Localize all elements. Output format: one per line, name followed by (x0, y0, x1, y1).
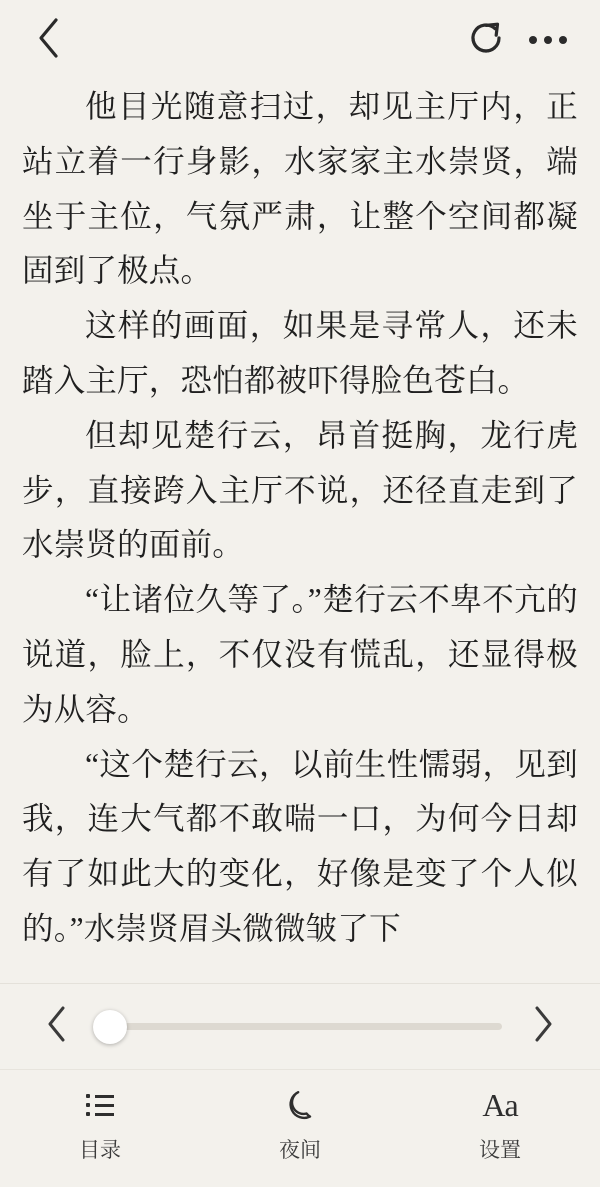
moon-icon (285, 1088, 315, 1122)
slider-thumb[interactable] (93, 1010, 127, 1044)
refresh-button[interactable] (460, 14, 512, 66)
chevron-right-icon (530, 1004, 556, 1049)
list-icon (86, 1088, 114, 1122)
chapter-text (22, 80, 578, 957)
refresh-icon (466, 18, 506, 63)
toolbar-label-catalog: 目录 (79, 1139, 121, 1162)
back-button[interactable] (28, 16, 68, 64)
toolbar-item-catalog[interactable] (25, 1088, 175, 1164)
paragraph: “让诸位久等了。”楚行云不卑不亢的说道，脸上，不仅没有慌乱，还显得极为从容。 (22, 582, 578, 727)
toolbar-item-night-mode[interactable] (225, 1088, 375, 1164)
bottom-toolbar (0, 1069, 600, 1187)
chapter-progress-bar (0, 983, 600, 1069)
paragraph: 这样的画面，如果是寻常人，还未踏入主厅，恐怕都被吓得脸色苍白。 (22, 308, 578, 398)
reading-progress-slider[interactable] (98, 1004, 502, 1050)
font-size-icon (482, 1088, 517, 1122)
toolbar-label-night-mode: 夜间 (279, 1139, 321, 1162)
more-options-button[interactable] (522, 14, 574, 66)
paragraph: 他目光随意扫过，却见主厅内，正站立着一行身影，水家家主水崇贤，端坐于主位，气氛严肃，让整个空间都凝固到了极点。 (22, 89, 578, 289)
top-bar (0, 0, 600, 80)
more-horizontal-icon (529, 36, 567, 44)
font-size-glyph: Aa (482, 1087, 518, 1123)
reader-content-area[interactable] (0, 80, 600, 983)
next-chapter-button[interactable] (520, 1004, 566, 1050)
chevron-left-icon (35, 16, 61, 65)
slider-track (98, 1023, 502, 1030)
chevron-left-icon (44, 1004, 70, 1049)
paragraph: “这个楚行云，以前生性懦弱，见到我，连大气都不敢喘一口，为何今日却有了如此大的变化，好像是变了个人似的。”水崇贤眉头微微皱了下 (22, 746, 578, 946)
paragraph: 但却见楚行云，昂首挺胸，龙行虎步，直接跨入主厅不说，还径直走到了水崇贤的面前。 (22, 417, 578, 563)
toolbar-label-settings: 设置 (479, 1139, 521, 1162)
text-clip-mask (0, 963, 600, 983)
toolbar-item-settings[interactable] (425, 1088, 575, 1164)
previous-chapter-button[interactable] (34, 1004, 80, 1050)
